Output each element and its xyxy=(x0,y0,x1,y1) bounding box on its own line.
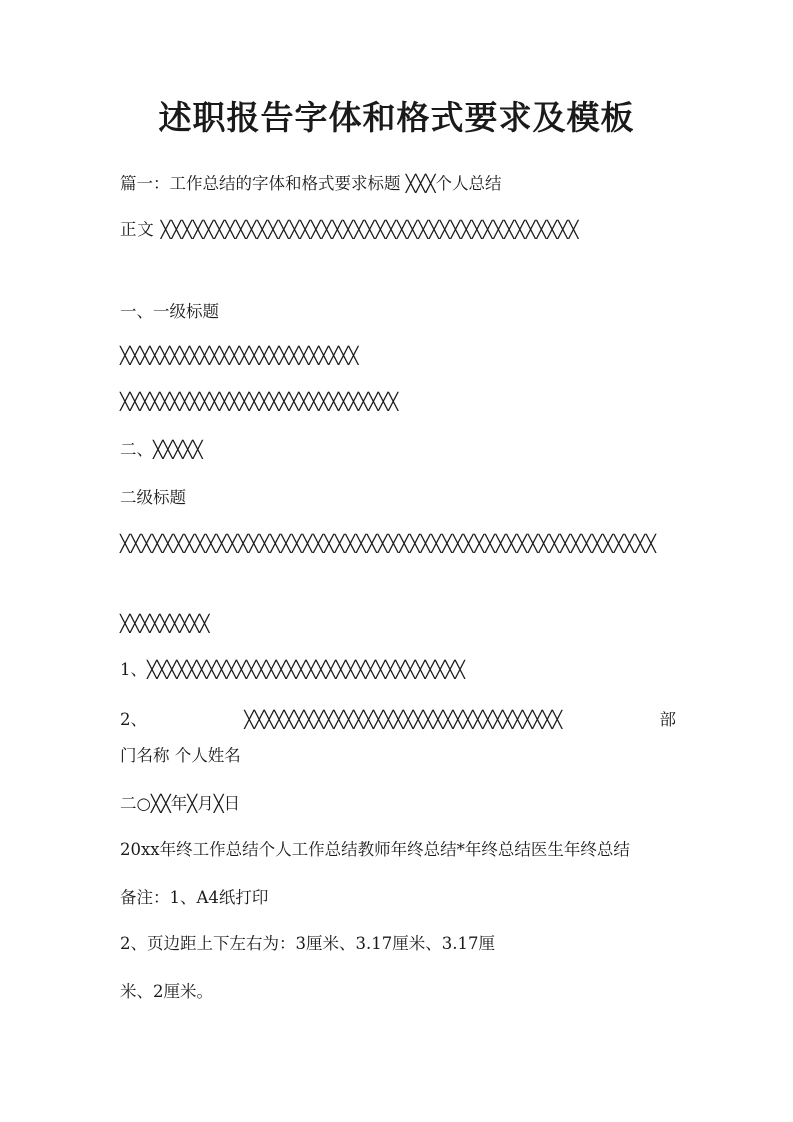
paragraph-placeholder-line: ╳╳╳╳╳╳╳╳╳╳╳╳╳╳╳╳╳╳╳╳╳╳╳╳ xyxy=(120,346,359,365)
paragraph-date: 二○╳╳年╳月╳日 xyxy=(120,794,241,813)
paragraph-department-name: 门名称 个人姓名 xyxy=(120,746,241,765)
paragraph-note-one: 备注：1、A4纸打印 xyxy=(120,888,269,907)
paragraph-item-two xyxy=(120,702,676,738)
paragraph-body-text: 正文 ╳╳╳╳╳╳╳╳╳╳╳╳╳╳╳╳╳╳╳╳╳╳╳╳╳╳╳╳╳╳╳╳╳╳╳╳╳╳╳ xyxy=(120,220,580,239)
item-two-prefix: 2、 xyxy=(120,710,147,729)
item-two-tail: 部 xyxy=(659,710,676,729)
paragraph-placeholder-block: ╳╳╳╳╳╳╳╳╳╳╳╳╳╳╳╳╳╳╳╳╳╳╳╳╳╳╳╳╳╳╳╳╳╳╳╳╳╳╳╳╳╳╳╳╳╳╳╳╳╳ xyxy=(120,534,657,553)
paragraph-level-two-heading: 二级标题 xyxy=(120,488,186,507)
paragraph-keywords: 20xx年终工作总结个人工作总结教师年终总结*年终总结医生年终总结 xyxy=(120,840,630,859)
paragraph-note-two: 2、页边距上下左右为：3厘米、3.17厘米、3.17厘 xyxy=(120,934,495,953)
paragraph-placeholder-line: ╳╳╳╳╳╳╳╳╳ xyxy=(120,614,210,633)
paragraph-level-one-heading: 一、一级标题 xyxy=(120,302,219,321)
paragraph-note-two-continued: 米、2厘米。 xyxy=(120,982,213,1001)
document-title: 述职报告字体和格式要求及模板 xyxy=(158,98,635,137)
paragraph-section-one: 篇一：工作总结的字体和格式要求标题 ╳╳╳个人总结 xyxy=(120,174,502,193)
paragraph-section-two: 二、╳╳╳╳╳ xyxy=(120,440,203,459)
paragraph-item-one: 1、╳╳╳╳╳╳╳╳╳╳╳╳╳╳╳╳╳╳╳╳╳╳╳╳╳╳╳╳╳╳╳╳ xyxy=(120,660,465,679)
item-two-crosses: ╳╳╳╳╳╳╳╳╳╳╳╳╳╳╳╳╳╳╳╳╳╳╳╳╳╳╳╳╳╳╳╳ xyxy=(244,710,563,729)
paragraph-placeholder-line: ╳╳╳╳╳╳╳╳╳╳╳╳╳╳╳╳╳╳╳╳╳╳╳╳╳╳╳╳ xyxy=(120,392,399,411)
